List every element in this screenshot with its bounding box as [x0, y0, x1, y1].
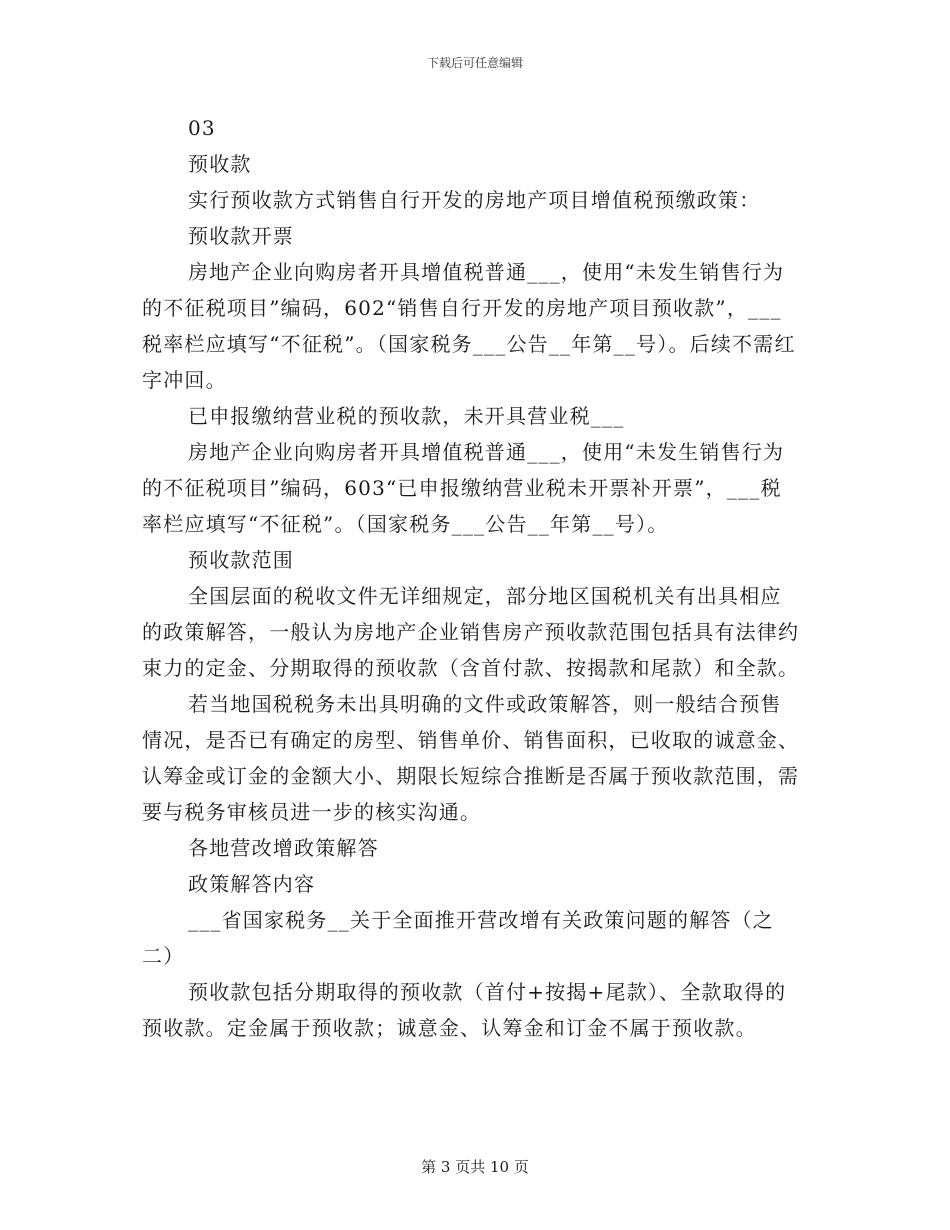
paragraph-heading-prepayment: 预收款 [188, 152, 252, 176]
document-body [142, 110, 802, 1046]
paragraph-heading-answer-content: 政策解答内容 [188, 872, 316, 896]
paragraph-heading-business-tax: 已申报缴纳营业税的预收款，未开具营业税___ [188, 404, 625, 428]
paragraph-provincial-answer-title: ___省国家税务__关于全面推开营改增有关政策问题的解答（之二） [142, 908, 774, 968]
paragraph-invoicing-603: 房地产企业向购房者开具增值税普通___，使用“未发生销售行为的不征税项目”编码，603“已申报缴纳营业税未开票补开票”，___税率栏应填写“不征税”。（国家税务___公告__年第__号）。 [142, 440, 785, 536]
page-header: 下载后可任意编辑 [426, 56, 523, 70]
paragraph-heading-invoicing: 预收款开票 [188, 224, 294, 248]
paragraph-section-number: 03 [188, 116, 216, 140]
page-footer: 第 3 页共 10 页 [421, 1158, 529, 1176]
paragraph-scope-national: 全国层面的税收文件无详细规定，部分地区国税机关有出具相应的政策解答，一般认为房地产企业销售房产预收款范围包括具有法律约束力的定金、分期取得的预收款（含首付款、按揭款和尾款）和全款。 [142, 584, 800, 680]
paragraph-prepayment-definition: 预收款包括分期取得的预收款（首付+按揭+尾款）、全款取得的预收款。定金属于预收款；诚意金、认筹金和订金不属于预收款。 [142, 980, 787, 1040]
paragraph-heading-scope: 预收款范围 [188, 548, 294, 572]
paragraph-heading-local-answers: 各地营改增政策解答 [188, 836, 379, 860]
paragraph-policy-intro: 实行预收款方式销售自行开发的房地产项目增值税预缴政策： [188, 188, 761, 212]
paragraph-scope-local: 若当地国税税务未出具明确的文件或政策解答，则一般结合预售情况，是否已有确定的房型、销售单价、销售面积，已收取的诚意金、认筹金或订金的金额大小、期限长短综合推断是否属于预收款范围，需要与税务审核员进一步的核实沟通。 [142, 692, 800, 824]
paragraph-invoicing-602: 房地产企业向购房者开具增值税普通___，使用“未发生销售行为的不征税项目”编码，602“销售自行开发的房地产项目预收款”，___税率栏应填写“不征税”。（国家税务___公告__年第__号）。后续不需红字冲回。 [142, 260, 796, 392]
